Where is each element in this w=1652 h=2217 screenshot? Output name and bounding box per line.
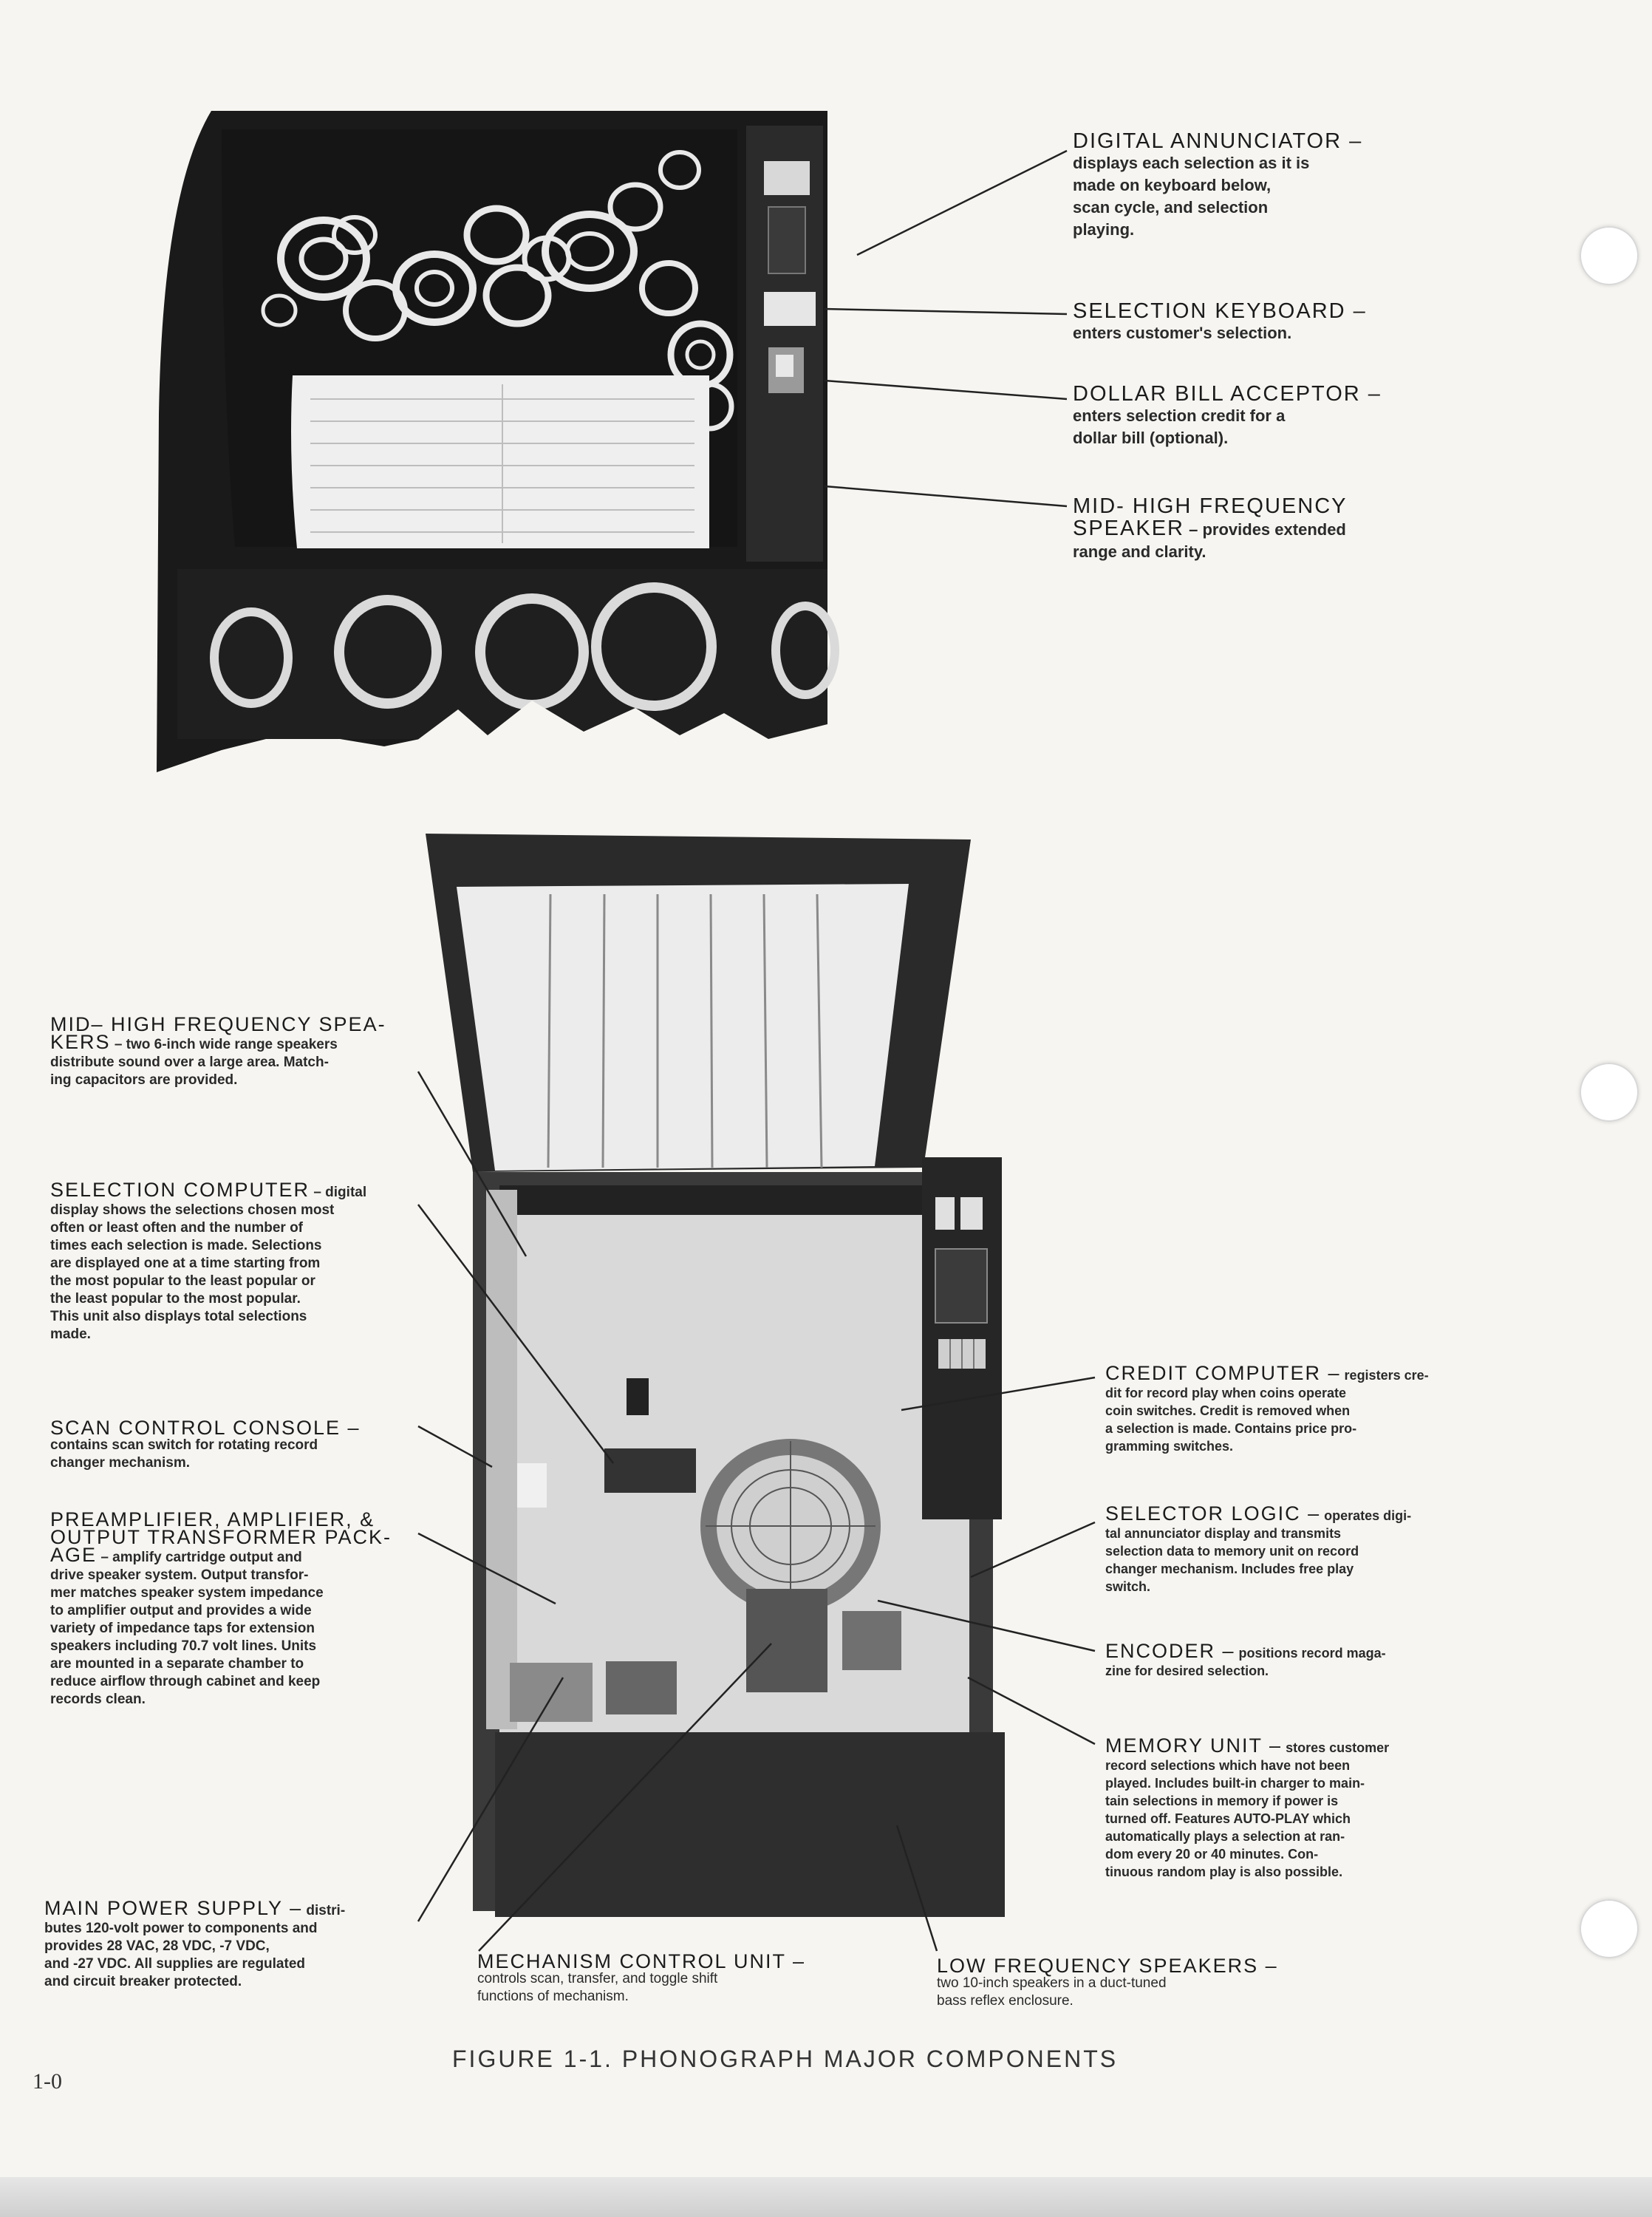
label-selector-logic: [1105, 1502, 1475, 1596]
label-mid-high-speaker: [1073, 495, 1457, 563]
main-power-supply-line-2: provides 28 VAC, 28 VDC, -7 VDC,: [44, 1938, 270, 1954]
selection-computer-line-1: display shows the selections chosen most: [50, 1202, 335, 1218]
memory-unit-line-7: tinuous random play is also possible.: [1105, 1864, 1343, 1879]
figure-caption: FIGURE 1-1. PHONOGRAPH MAJOR COMPONENTS: [452, 2046, 1119, 2072]
mechanism-control-unit-title: MECHANISM CONTROL UNIT –: [477, 1950, 806, 1972]
credit-computer-line-2: coin switches. Credit is removed when: [1105, 1403, 1351, 1418]
scan-bottom-strip: [0, 2177, 1652, 2217]
credit-computer-title: CREDIT COMPUTER –: [1105, 1362, 1341, 1384]
label-mechanism-control-unit: [477, 1952, 891, 2006]
dollar-bill-acceptor-title: DOLLAR BILL ACCEPTOR –: [1073, 382, 1382, 406]
selector-logic-line-4: switch.: [1105, 1579, 1151, 1594]
selection-computer-title: SELECTION COMPUTER: [50, 1179, 310, 1201]
memory-unit-line-5: automatically plays a selection at ran-: [1105, 1829, 1345, 1844]
label-credit-computer: [1105, 1364, 1475, 1455]
main-power-supply-line-4: and circuit breaker protected.: [44, 1974, 242, 1989]
selection-keyboard-line-1: enters customer's selection.: [1073, 324, 1292, 342]
preamplifier-line-1: drive speaker system. Output transfor-: [50, 1567, 309, 1583]
mid-high-speakers-line-1: distribute sound over a large area. Match-: [50, 1055, 329, 1070]
label-main-power-supply: [44, 1899, 421, 1991]
low-frequency-speakers-line-2: bass reflex enclosure.: [937, 1993, 1074, 2009]
digital-annunciator-line-1: displays each selection as it is: [1073, 154, 1310, 172]
selector-logic-line-3: changer mechanism. Includes free play: [1105, 1562, 1354, 1576]
preamplifier-line-4: variety of impedance taps for extension: [50, 1621, 315, 1636]
label-mid-high-speakers: [50, 1015, 420, 1089]
encoder-line-1: zine for desired selection.: [1105, 1663, 1269, 1678]
label-low-frequency-speakers: [937, 1957, 1351, 2010]
credit-computer-line-1: dit for record play when coins operate: [1105, 1386, 1347, 1400]
main-power-supply-line-1: butes 120-volt power to components and: [44, 1921, 318, 1936]
mid-high-speakers-desc-inline: – two 6-inch wide range speakers: [114, 1037, 338, 1052]
selector-logic-line-2: selection data to memory unit on record: [1105, 1544, 1359, 1559]
selection-computer-line-4: are displayed one at a time starting from: [50, 1256, 321, 1271]
digital-annunciator-line-2: made on keyboard below,: [1073, 176, 1272, 194]
label-encoder: [1105, 1642, 1475, 1680]
selection-computer-line-8: made.: [50, 1327, 91, 1342]
preamplifier-line-2: mer matches speaker system impedance: [50, 1585, 324, 1601]
dollar-bill-acceptor-line-2: dollar bill (optional).: [1073, 429, 1229, 447]
encoder-desc-inline: positions record maga-: [1238, 1646, 1386, 1661]
memory-unit-line-1: record selections which have not been: [1105, 1758, 1351, 1773]
mid-high-speaker-desc-inline: – provides extended: [1189, 520, 1346, 539]
main-power-supply-line-3: and -27 VDC. All supplies are regulated: [44, 1956, 306, 1972]
memory-unit-line-2: played. Includes built-in charger to main-: [1105, 1776, 1365, 1791]
scan-control-console-line-2: changer mechanism.: [50, 1455, 191, 1471]
selection-computer-line-7: This unit also displays total selections: [50, 1309, 307, 1324]
selection-computer-line-5: the most popular to the least popular or: [50, 1273, 315, 1289]
preamplifier-title-3: AGE: [50, 1544, 98, 1566]
preamplifier-line-6: are mounted in a separate chamber to: [50, 1656, 304, 1672]
low-frequency-speakers-title: LOW FREQUENCY SPEAKERS –: [937, 1955, 1278, 1977]
preamplifier-line-8: records clean.: [50, 1692, 146, 1707]
selection-keyboard-title: SELECTION KEYBOARD –: [1073, 299, 1367, 323]
label-preamplifier: [50, 1508, 420, 1709]
main-power-supply-desc-inline: distri-: [306, 1903, 346, 1918]
credit-computer-desc-inline: registers cre-: [1344, 1368, 1429, 1383]
memory-unit-line-4: turned off. Features AUTO-PLAY which: [1105, 1811, 1351, 1826]
label-dollar-bill-acceptor: [1073, 383, 1457, 449]
preamplifier-line-3: to amplifier output and provides a wide: [50, 1603, 312, 1618]
preamplifier-line-7: reduce airflow through cabinet and keep: [50, 1674, 321, 1689]
selector-logic-desc-inline: operates digi-: [1324, 1508, 1412, 1523]
selection-computer-line-3: times each selection is made. Selections: [50, 1238, 322, 1253]
memory-unit-line-6: dom every 20 or 40 minutes. Con-: [1105, 1847, 1319, 1862]
mid-high-speaker-title-2: SPEAKER: [1073, 517, 1184, 540]
main-power-supply-title: MAIN POWER SUPPLY –: [44, 1897, 303, 1919]
label-selection-keyboard: [1073, 300, 1457, 344]
memory-unit-line-3: tain selections in memory if power is: [1105, 1794, 1339, 1808]
low-frequency-speakers-line-1: two 10-inch speakers in a duct-tuned: [937, 1975, 1167, 1991]
selection-computer-desc-inline: – digital: [313, 1185, 367, 1200]
digital-annunciator-title: DIGITAL ANNUNCIATOR –: [1073, 129, 1363, 153]
preamplifier-desc-inline: – amplify cartridge output and: [100, 1550, 302, 1565]
label-scan-control-console: [50, 1419, 420, 1472]
mid-high-speakers-title-2: KERS: [50, 1031, 111, 1053]
selection-computer-line-6: the least popular to the most popular.: [50, 1291, 301, 1307]
preamplifier-title-2: OUTPUT TRANSFORMER PACK-: [50, 1526, 392, 1548]
mechanism-control-unit-line-1: controls scan, transfer, and toggle shift: [477, 1971, 718, 1986]
mid-high-speaker-title-1: MID- HIGH FREQUENCY: [1073, 494, 1348, 518]
label-digital-annunciator: [1073, 130, 1457, 241]
mechanism-control-unit-line-2: functions of mechanism.: [477, 1989, 629, 2004]
selector-logic-title: SELECTOR LOGIC –: [1105, 1502, 1321, 1525]
selection-computer-line-2: often or least often and the number of: [50, 1220, 304, 1236]
mid-high-speakers-title-1: MID– HIGH FREQUENCY SPEA-: [50, 1013, 386, 1035]
scan-control-console-title: SCAN CONTROL CONSOLE –: [50, 1417, 361, 1439]
label-selection-computer: [50, 1181, 420, 1344]
credit-computer-line-4: gramming switches.: [1105, 1439, 1234, 1454]
digital-annunciator-line-3: scan cycle, and selection: [1073, 198, 1269, 217]
credit-computer-line-3: a selection is made. Contains price pro-: [1105, 1421, 1357, 1436]
scan-control-console-line-1: contains scan switch for rotating record: [50, 1437, 318, 1453]
dollar-bill-acceptor-line-1: enters selection credit for a: [1073, 406, 1286, 425]
jukebox-front-photo: [157, 111, 835, 783]
page-number: 1-0: [33, 2069, 62, 2094]
preamplifier-line-5: speakers including 70.7 volt lines. Units: [50, 1638, 317, 1654]
memory-unit-desc-inline: stores customer: [1286, 1740, 1390, 1755]
digital-annunciator-line-4: playing.: [1073, 220, 1135, 239]
preamplifier-title-1: PREAMPLIFIER, AMPLIFIER, &: [50, 1508, 375, 1530]
selector-logic-line-1: tal annunciator display and transmits: [1105, 1526, 1342, 1541]
jukebox-interior-photo: [426, 834, 1005, 1917]
encoder-title: ENCODER –: [1105, 1640, 1235, 1662]
mid-high-speakers-line-2: ing capacitors are provided.: [50, 1072, 238, 1088]
mid-high-speaker-line-1: range and clarity.: [1073, 542, 1206, 561]
label-memory-unit: [1105, 1734, 1475, 1881]
memory-unit-title: MEMORY UNIT –: [1105, 1734, 1283, 1757]
